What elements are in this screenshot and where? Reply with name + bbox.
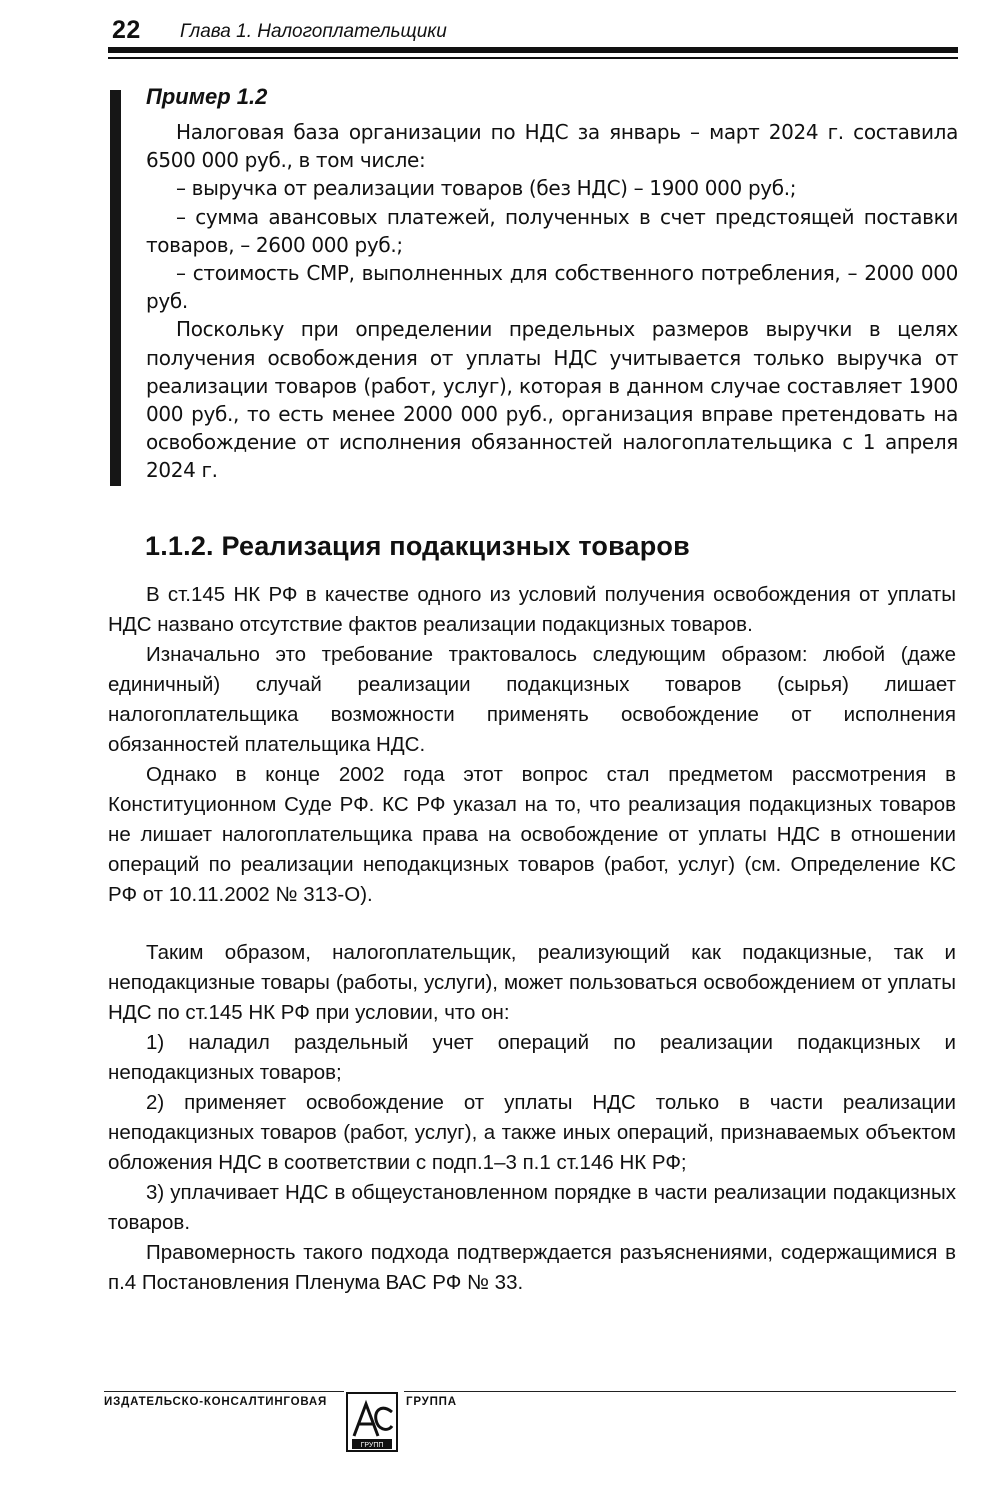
example-paragraph: Поскольку при определении предельных размеров выручки в целях получения освобождения от уплаты НДС учитывается только выручка от реализации товаров (работ, услуг), которая в данном случае составляет 1900 000 руб., то есть менее 2000 000 руб., организация вправе претендовать на освобождение от исполнения обязанностей налогоплательщика с 1 апреля 2024 г. [146,317,958,483]
example-side-bar [110,90,121,486]
paragraph: Однако в конце 2002 года этот вопрос стал предметом рассмотрения в Конституционном Суде РФ. КС РФ указал на то, что реализация подакцизных товаров не лишает налогоплательщика права на освобождение от уплаты НДС в отношении операций по реализации неподакцизных товаров (работ, услуг) (см. Определение КС РФ от 10.11.2002 № 313-О). [108,763,956,906]
list-item: 2) применяет освобождение от уплаты НДС только в части реализации неподакцизных товаров (работ, услуг), а также иных операций, признаваемых объектом обложения НДС в соответствии с подп.1–3 п.1 ст.146 НК РФ; [108,1091,956,1174]
paragraph: В ст.145 НК РФ в качестве одного из условий получения освобождения от уплаты НДС названо отсутствие фактов реализации подакцизных товаров. [108,583,956,636]
publisher-group-label: ГРУППА [406,1396,457,1408]
publisher-name: ИЗДАТЕЛЬСКО-КОНСАЛТИНГОВАЯ [104,1396,328,1408]
example-title: Пример 1.2 [146,84,268,109]
page-number: 22 [112,16,141,44]
footer-rule-left [104,1391,344,1392]
running-title: Глава 1. Налогоплательщики [180,21,447,42]
paragraph-gap [108,910,956,938]
paragraph: Правомерность такого подхода подтверждается разъяснениями, содержащимися в п.4 Постановления Пленума ВАС РФ № 33. [108,1241,956,1294]
list-item: 1) наладил раздельный учет операций по реализации подакцизных и неподакцизных товаров; [108,1031,956,1084]
header-rule-thick [108,47,958,53]
svg-text:ГРУПП: ГРУПП [360,1442,384,1449]
footer-rule-right [404,1391,956,1392]
page-footer [104,1384,956,1474]
publisher-logo-icon [346,1392,398,1452]
paragraph: Изначально это требование трактовалось следующим образом: любой (даже единичный) случай реализации подакцизных товаров (сырья) лишает налогоплательщика возможности применять освобождение от исполнения обязанностей плательщика НДС. [108,643,956,756]
example-list-item: – стоимость СМР, выполненных для собственного потребления, – 2000 000 руб. [146,261,958,314]
paragraph: Таким образом, налогоплательщик, реализующий как подакцизные, так и неподакцизные товары (работы, услуги), может пользоваться освобождением от уплаты НДС по ст.145 НК РФ при условии, что он: [108,941,956,1024]
header-rule-thin [108,57,958,59]
main-text [108,580,956,1298]
list-item: 3) уплачивает НДС в общеустановленном порядке в части реализации подакцизных товаров. [108,1181,956,1234]
example-box [110,84,960,486]
example-paragraph: Налоговая база организации по НДС за январь – март 2024 г. составила 6500 000 руб., в том числе: [146,120,958,173]
example-body [146,118,958,485]
section-heading: 1.1.2. Реализация подакцизных товаров [145,531,690,561]
example-list-item: – выручка от реализации товаров (без НДС) – 1900 000 руб.; [176,176,797,201]
example-list-item: – сумма авансовых платежей, полученных в счет предстоящей поставки товаров, – 2600 000 руб.; [146,204,958,257]
page-header [108,12,958,52]
